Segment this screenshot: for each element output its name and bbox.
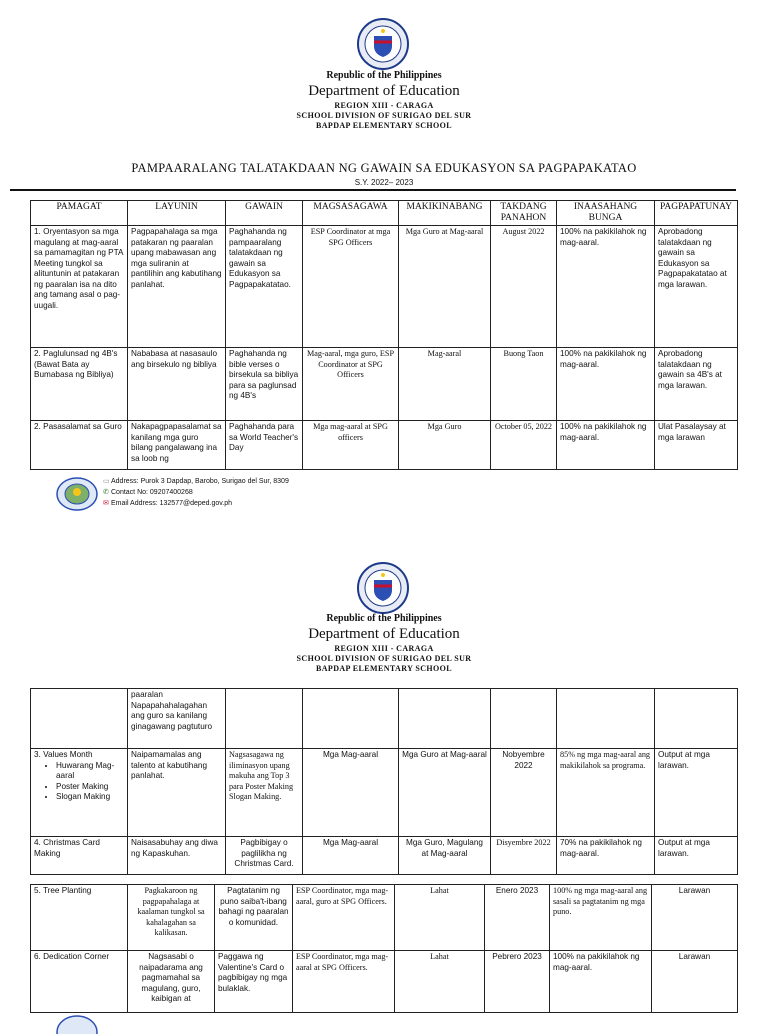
title-rule bbox=[10, 189, 736, 191]
cell-pamagat: 2. Pasasalamat sa Guro bbox=[31, 421, 128, 470]
header-republic: Republic of the Philippines bbox=[326, 70, 442, 81]
table-row bbox=[31, 421, 738, 470]
cell-takdang-panahon: August 2022 bbox=[491, 226, 557, 348]
table-row bbox=[31, 885, 738, 951]
table-header-row bbox=[31, 201, 738, 226]
cell-gawain: Paggawa ng Valentine's Card o pagbibigay ng mga bulaklak. bbox=[215, 951, 293, 1013]
school-year: S.Y. 2022– 2023 bbox=[354, 178, 414, 187]
header-region: REGION XIII - CARAGA bbox=[334, 644, 434, 653]
cell-layunin: Nababasa at nasasaulo ang birsekulo ng bibliya bbox=[128, 348, 226, 421]
cell-magsasagawa: Mga Mag-aaral bbox=[303, 837, 399, 875]
school-logo-icon bbox=[55, 1014, 99, 1034]
col-magsasagawa: MAGSASAGAWA bbox=[303, 201, 399, 226]
cell-magsasagawa: Mga mag-aaral at SPG officers bbox=[303, 421, 399, 470]
header-republic: Republic of the Philippines bbox=[326, 613, 442, 624]
activities-table-page2b bbox=[30, 884, 738, 1013]
table-row bbox=[31, 749, 738, 837]
footer-email: ✉ Email Address: 132577@deped.gov.ph bbox=[103, 500, 233, 507]
cell-layunin: paaralan Napapahahalagahan ang guro sa kanilang ginagawang pagtuturo bbox=[128, 689, 226, 749]
cell-inaasahang-bunga: 85% ng mga mag-aaral ang makikilahok sa programa. bbox=[557, 749, 655, 837]
cell-inaasahang-bunga: 100% na pakikilahok ng mag-aaral. bbox=[557, 226, 655, 348]
cell-takdang-panahon bbox=[491, 689, 557, 749]
list-item: • Slogan Making bbox=[56, 792, 124, 803]
list-item: • Poster Making bbox=[56, 782, 124, 793]
cell-takdang-panahon: Buong Taon bbox=[491, 348, 557, 421]
cell-layunin: Pagpapahalaga sa mga patakaran ng paaralan upang mabawasan ang mga suliranin at pantilihin ang kabutihang panlahat. bbox=[128, 226, 226, 348]
header-department: Department of Education bbox=[308, 83, 460, 99]
document-title: PAMPAARALANG TALATAKDAAN NG GAWAIN SA EDUKASYON SA PAGPAPAKATAO bbox=[131, 161, 637, 175]
cell-layunin: Nakapagpapasalamat sa kanilang mga guro bilang pangalawang ina sa loob ng bbox=[128, 421, 226, 470]
activities-table-page2 bbox=[30, 688, 738, 875]
col-pamagat: PAMAGAT bbox=[31, 201, 128, 226]
cell-pamagat: 2. Paglulunsad ng 4B's (Bawat Bata ay Bumabasa ng Bibliya) bbox=[31, 348, 128, 421]
cell-inaasahang-bunga bbox=[557, 689, 655, 749]
cell-gawain: Paghahanda para sa World Teacher's Day bbox=[226, 421, 303, 470]
cell-makikinabang: Mga Guro bbox=[399, 421, 491, 470]
cell-magsasagawa: ESP Coordinator, mga mag-aaral, guro at SPG Officers. bbox=[293, 885, 395, 951]
cell-magsasagawa: ESP Coordinator at mga SPG Officers bbox=[303, 226, 399, 348]
deped-seal-icon bbox=[357, 18, 409, 70]
footer-contact: ✆ Contact No: 09207400268 bbox=[103, 489, 193, 496]
cell-inaasahang-bunga: 100% na pakikilahok ng mag-aaral. bbox=[557, 348, 655, 421]
cell-pagpapatunay: Aprobadong talatakdaan ng gawain sa 4B's at mga larawan. bbox=[655, 348, 738, 421]
col-layunin: LAYUNIN bbox=[128, 201, 226, 226]
cell-makikinabang: Mga Guro at Mag-aaral bbox=[399, 226, 491, 348]
cell-makikinabang: Lahat bbox=[395, 951, 485, 1013]
cell-pagpapatunay: Output at mga larawan. bbox=[655, 749, 738, 837]
cell-pamagat: 6. Dedication Corner bbox=[31, 951, 128, 1013]
header-school: BAPDAP ELEMENTARY SCHOOL bbox=[316, 121, 452, 130]
cell-takdang-panahon: Enero 2023 bbox=[485, 885, 550, 951]
col-gawain: GAWAIN bbox=[226, 201, 303, 226]
table-row-continuation bbox=[31, 689, 738, 749]
cell-gawain: Pagtatanim ng puno saiba't-ibang bahagi ng paaralan o komunidad. bbox=[215, 885, 293, 951]
cell-gawain bbox=[226, 689, 303, 749]
table-row bbox=[31, 226, 738, 348]
cell-takdang-panahon: October 05, 2022 bbox=[491, 421, 557, 470]
cell-layunin: Pagkakaroon ng pagpapahalaga at kaalaman tungkol sa kahalagahan sa kalikasan. bbox=[128, 885, 215, 951]
cell-layunin: Nagsasabi o naipadarama ang pagmamahal sa magulang, guro, kaibigan at bbox=[128, 951, 215, 1013]
cell-magsasagawa: ESP Coordinator, mga mag-aaral at SPG Officers. bbox=[293, 951, 395, 1013]
cell-makikinabang: Mag-aaral bbox=[399, 348, 491, 421]
col-takdang-panahon: TAKDANG PANAHON bbox=[491, 201, 557, 226]
home-icon: ▭ bbox=[103, 478, 110, 485]
footer-address: ▭Address: Purok 3 Dapdap, Barobo, Surigao del Sur, 8309 bbox=[103, 478, 289, 485]
cell-takdang-panahon: Nobyembre 2022 bbox=[491, 749, 557, 837]
cell-gawain: Nagsasagawa ng iliminasyon upang makuha ang Top 3 para Poster Making Slogan Making. bbox=[226, 749, 303, 837]
table-row bbox=[31, 951, 738, 1013]
cell-layunin: Naipamamalas ang talento at kabutihang panlahat. bbox=[128, 749, 226, 837]
phone-icon: ✆ bbox=[103, 489, 109, 496]
cell-inaasahang-bunga: 100% na pakikilahok ng mag-aaral. bbox=[557, 421, 655, 470]
cell-pagpapatunay: Larawan bbox=[652, 951, 738, 1013]
school-logo-icon bbox=[55, 476, 99, 512]
cell-magsasagawa: Mag-aaral, mga guro, ESP Coordinator at SPG Officers bbox=[303, 348, 399, 421]
activity-bullets bbox=[34, 761, 124, 803]
cell-pamagat bbox=[31, 689, 128, 749]
cell-pamagat bbox=[31, 749, 128, 837]
cell-pamagat: 4. Christmas Card Making bbox=[31, 837, 128, 875]
activity-title: 3. Values Month bbox=[34, 750, 93, 759]
cell-gawain: Paghahanda ng bible verses o birsekula sa bibliya para sa paglunsad ng 4B's bbox=[226, 348, 303, 421]
mail-icon: ✉ bbox=[103, 500, 109, 507]
cell-takdang-panahon: Pebrero 2023 bbox=[485, 951, 550, 1013]
cell-pamagat: 5. Tree Planting bbox=[31, 885, 128, 951]
col-inaasahang-bunga: INAASAHANG BUNGA bbox=[557, 201, 655, 226]
activities-table-page1 bbox=[30, 200, 738, 470]
cell-pagpapatunay: Larawan bbox=[652, 885, 738, 951]
cell-makikinabang: Lahat bbox=[395, 885, 485, 951]
cell-gawain: Paghahanda ng pampaaralang talatakdaan ng gawain sa Edukasyon sa Pagpapakatatao. bbox=[226, 226, 303, 348]
cell-gawain: Pagbibigay o paglilikha ng Christmas Card. bbox=[226, 837, 303, 875]
cell-magsasagawa bbox=[303, 689, 399, 749]
header-division: SCHOOL DIVISION OF SURIGAO DEL SUR bbox=[296, 111, 472, 120]
col-pagpapatunay: PAGPAPATUNAY bbox=[655, 201, 738, 226]
header-school: BAPDAP ELEMENTARY SCHOOL bbox=[316, 664, 452, 673]
header-division: SCHOOL DIVISION OF SURIGAO DEL SUR bbox=[296, 654, 472, 663]
cell-makikinabang: Mga Guro, Magulang at Mag-aaral bbox=[399, 837, 491, 875]
table-row bbox=[31, 348, 738, 421]
cell-takdang-panahon: Disyembre 2022 bbox=[491, 837, 557, 875]
header-region: REGION XIII - CARAGA bbox=[334, 101, 434, 110]
table-row bbox=[31, 837, 738, 875]
cell-inaasahang-bunga: 100% ng mga mag-aaral ang sasali sa pagtatanim ng mga puno. bbox=[550, 885, 652, 951]
deped-seal-icon bbox=[357, 562, 409, 614]
list-item: • Huwarang Mag-aaral bbox=[56, 761, 124, 782]
col-makikinabang: MAKIKINABANG bbox=[399, 201, 491, 226]
cell-magsasagawa: Mga Mag-aaral bbox=[303, 749, 399, 837]
cell-inaasahang-bunga: 100% na pakikilahok ng mag-aaral. bbox=[550, 951, 652, 1013]
cell-pamagat: 1. Oryentasyon sa mga magulang at mag-aaral sa pamamagitan ng PTA Meeting tungkol sa alituntunin at patakaran ng paaralan isa na dito ang tamang asal o pag-uugali. bbox=[31, 226, 128, 348]
cell-pagpapatunay: Ulat Pasalaysay at mga larawan bbox=[655, 421, 738, 470]
cell-pagpapatunay bbox=[655, 689, 738, 749]
cell-makikinabang: Mga Guro at Mag-aaral bbox=[399, 749, 491, 837]
page-2 bbox=[0, 540, 768, 1024]
cell-pagpapatunay: Output at mga larawan. bbox=[655, 837, 738, 875]
header-department: Department of Education bbox=[308, 626, 460, 642]
cell-makikinabang bbox=[399, 689, 491, 749]
cell-inaasahang-bunga: 70% na pakikilahok ng mag-aaral. bbox=[557, 837, 655, 875]
cell-layunin: Naisasabuhay ang diwa ng Kapaskuhan. bbox=[128, 837, 226, 875]
cell-pagpapatunay: Aprobadong talatakdaan ng gawain sa Edukasyon sa Pagpapakatatao at mga larawan. bbox=[655, 226, 738, 348]
